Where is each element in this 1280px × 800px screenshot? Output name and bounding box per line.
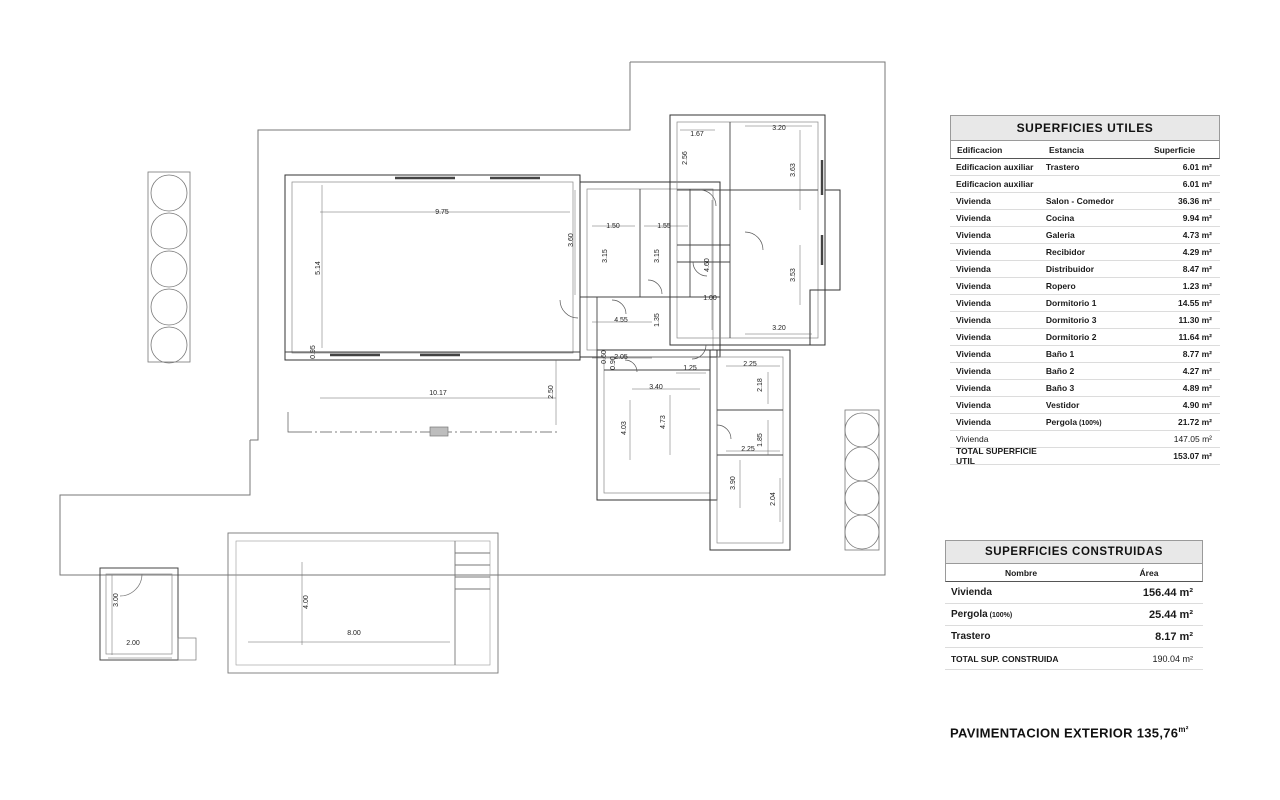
cell-superficie: 36.36 m² — [1177, 196, 1212, 206]
dimension-label: 1.50 — [606, 223, 620, 230]
cell-superficie: 11.30 m² — [1178, 315, 1212, 325]
tree-group-right — [845, 410, 879, 550]
table-row — [950, 278, 1220, 295]
cell-edificacion: TOTAL SUPERFICIE UTIL — [956, 446, 1037, 466]
cell-estancia: Dormitorio 2 — [1045, 332, 1097, 342]
dimension-label: 2.05 — [614, 354, 628, 361]
window-marks — [330, 160, 822, 355]
cell-superficie: 6.01 m² — [1182, 162, 1212, 172]
pavimentacion-text: PAVIMENTACION EXTERIOR 135,76 — [950, 725, 1179, 741]
cell-estancia: Baño 1 — [1045, 349, 1075, 359]
cell-edificacion: Vivienda — [956, 417, 991, 427]
internal-partitions — [285, 122, 818, 455]
header-superficie: Superficie — [1154, 145, 1196, 155]
cell-estancia: Baño 2 — [1045, 366, 1075, 376]
table-construidas-body — [945, 582, 1203, 670]
cell-nombre: Trastero — [951, 631, 991, 642]
cell-estancia: Pergola (100%) — [1045, 417, 1102, 427]
cell-edificacion: Vivienda — [956, 213, 991, 223]
table-row — [950, 210, 1220, 227]
cell-edificacion: Edificacion auxiliar — [956, 162, 1034, 172]
table-superficies-utiles — [950, 115, 1220, 465]
cell-area: 190.04 m² — [1152, 653, 1193, 664]
cell-edificacion: Vivienda — [956, 298, 991, 308]
cell-superficie: 1.23 m² — [1182, 281, 1212, 291]
cell-estancia: Galeria — [1045, 230, 1075, 240]
dimension-label: 3.15 — [602, 249, 609, 263]
dimension-label: 0.95 — [310, 345, 317, 359]
cell-edificacion: Vivienda — [956, 230, 991, 240]
cell-edificacion: Vivienda — [956, 281, 991, 291]
cell-nombre: Pergola (100%) — [951, 609, 1013, 620]
cell-estancia: Cocina — [1045, 213, 1075, 223]
table-row — [950, 397, 1220, 414]
cell-edificacion: Vivienda — [956, 383, 991, 393]
table-row — [950, 295, 1220, 312]
cell-area: 156.44 m² — [1142, 586, 1193, 599]
dimension-label: 3.20 — [772, 125, 786, 132]
cell-superficie: 21.72 m² — [1177, 417, 1212, 427]
table-row — [950, 448, 1220, 465]
cell-estancia: Recibidor — [1045, 247, 1086, 257]
cell-superficie: 9.94 m² — [1182, 213, 1212, 223]
cell-nombre-sub: (100%) — [987, 612, 1013, 619]
dimension-label: 2.25 — [741, 446, 755, 453]
dimension-label: 3.90 — [730, 476, 737, 490]
cell-nombre: TOTAL SUP. CONSTRUIDA — [951, 653, 1059, 664]
cell-area: 8.17 m² — [1155, 630, 1193, 643]
dimension-label: 2.00 — [126, 640, 140, 647]
table-utiles-header — [950, 141, 1220, 159]
dimension-label: 3.15 — [654, 249, 661, 263]
table-utiles-title: SUPERFICIES UTILES — [950, 115, 1220, 141]
dimension-label: 1.55 — [657, 223, 671, 230]
cell-estancia: Distribuidor — [1045, 264, 1095, 274]
table-row — [950, 380, 1220, 397]
table-row — [950, 414, 1220, 431]
dimension-label: 1.67 — [690, 131, 704, 138]
dimension-label: 1.85 — [757, 433, 764, 447]
cell-superficie: 11.64 m² — [1178, 332, 1212, 342]
cell-superficie: 8.47 m² — [1182, 264, 1212, 274]
cell-nombre: Vivienda — [951, 587, 992, 598]
wall-central-block — [580, 182, 720, 357]
wall-lower-block — [597, 350, 717, 500]
dimension-label: 0.90 — [610, 356, 617, 370]
dimension-label: 2.50 — [548, 385, 555, 399]
cell-estancia: Dormitorio 1 — [1045, 298, 1097, 308]
dimension-label: 4.55 — [614, 317, 628, 324]
terrace-axis — [288, 412, 560, 436]
dimension-label: 4.03 — [621, 421, 628, 435]
table-row — [950, 312, 1220, 329]
table-row — [950, 346, 1220, 363]
table-row — [950, 193, 1220, 210]
cell-edificacion: Vivienda — [956, 196, 991, 206]
dimension-label: 0.60 — [601, 350, 608, 364]
table-row — [950, 159, 1220, 176]
dimension-label: 5.14 — [315, 261, 322, 275]
cell-superficie: 147.05 m² — [1173, 434, 1212, 444]
cell-edificacion: Vivienda — [956, 400, 991, 410]
table-row — [950, 227, 1220, 244]
dimension-label: 2.04 — [770, 492, 777, 506]
tree-group-left — [148, 172, 190, 363]
dimension-label: 4.73 — [660, 415, 667, 429]
dimension-label: 4.60 — [704, 258, 711, 272]
dimension-label: 3.63 — [790, 163, 797, 177]
site-boundary — [60, 62, 885, 575]
dimension-label: 1.25 — [683, 365, 697, 372]
dimension-label: 2.18 — [757, 378, 764, 392]
cell-edificacion: Vivienda — [956, 366, 991, 376]
wall-salon-outer — [285, 175, 580, 360]
wall-bedrooms-top-inner — [677, 122, 818, 338]
trastero-building — [100, 568, 196, 660]
header-nombre: Nombre — [1004, 568, 1038, 578]
cell-superficie: 4.27 m² — [1182, 366, 1212, 376]
cell-edificacion: Vivienda — [956, 315, 991, 325]
wall-central-inner — [587, 189, 713, 350]
cell-estancia: Trastero — [1045, 162, 1080, 172]
table-row — [950, 261, 1220, 278]
cell-edificacion: Edificacion auxiliar — [956, 179, 1034, 189]
dimension-label: 8.00 — [347, 630, 361, 637]
cell-edificacion: Vivienda — [956, 349, 991, 359]
cell-superficie: 4.73 m² — [1182, 230, 1212, 240]
table-row — [950, 244, 1220, 261]
pavimentacion-unit: m² — [1178, 725, 1189, 734]
header-area: Área — [1139, 568, 1159, 578]
table-row — [950, 363, 1220, 380]
cell-edificacion: Vivienda — [956, 332, 991, 342]
table-row — [945, 626, 1203, 648]
header-edificacion: Edificacion — [957, 145, 1003, 155]
header-estancia: Estancia — [1049, 145, 1084, 155]
cell-superficie: 4.89 m² — [1182, 383, 1212, 393]
cell-estancia: Dormitorio 3 — [1045, 315, 1097, 325]
dimension-label: 3.20 — [772, 325, 786, 332]
dimension-lines — [108, 126, 812, 658]
dimension-label: 3.53 — [790, 268, 797, 282]
cell-estancia: Baño 3 — [1045, 383, 1075, 393]
dimension-label: 3.00 — [113, 593, 120, 607]
dimension-label: 9.75 — [435, 209, 449, 216]
wall-lower-block-inner — [604, 357, 710, 493]
cell-superficie: 14.55 m² — [1177, 298, 1212, 308]
cell-superficie: 6.01 m² — [1182, 179, 1212, 189]
cell-estancia: Ropero — [1045, 281, 1076, 291]
cell-estancia-sub: (100%) — [1077, 420, 1102, 427]
wall-salon-inner — [292, 182, 573, 353]
table-row — [950, 176, 1220, 193]
table-utiles-body — [950, 159, 1220, 465]
cell-superficie: 4.29 m² — [1182, 247, 1212, 257]
dimension-label: 4.00 — [303, 595, 310, 609]
table-row — [945, 648, 1203, 670]
cell-estancia: Vestidor — [1045, 400, 1080, 410]
cell-superficie: 4.90 m² — [1182, 400, 1212, 410]
dimension-label: 2.56 — [682, 151, 689, 165]
dimension-label: 2.25 — [743, 361, 757, 368]
cell-estancia: Salon - Comedor — [1045, 196, 1114, 206]
cell-superficie: 153.07 m² — [1173, 451, 1212, 461]
dimension-label: 3.40 — [649, 384, 663, 391]
table-row — [950, 329, 1220, 346]
table-construidas-header — [945, 564, 1203, 582]
dimension-label: 1.00 — [703, 295, 717, 302]
table-superficies-construidas — [945, 540, 1203, 670]
table-row — [945, 582, 1203, 604]
dimension-label: 3.60 — [568, 233, 575, 247]
dimension-label: 10.17 — [429, 390, 447, 397]
cell-superficie: 8.77 m² — [1182, 349, 1212, 359]
wall-right-notch — [790, 190, 840, 345]
swimming-pool — [228, 533, 498, 673]
cell-edificacion: Vivienda — [956, 434, 989, 444]
cell-edificacion: Vivienda — [956, 247, 991, 257]
cell-area: 25.44 m² — [1148, 608, 1193, 621]
pavimentacion-exterior-label — [950, 725, 1220, 740]
wall-bedrooms-top — [670, 115, 825, 345]
table-row — [945, 604, 1203, 626]
table-construidas-title: SUPERFICIES CONSTRUIDAS — [945, 540, 1203, 564]
dimension-label: 1.35 — [654, 313, 661, 327]
cell-edificacion: Vivienda — [956, 264, 991, 274]
